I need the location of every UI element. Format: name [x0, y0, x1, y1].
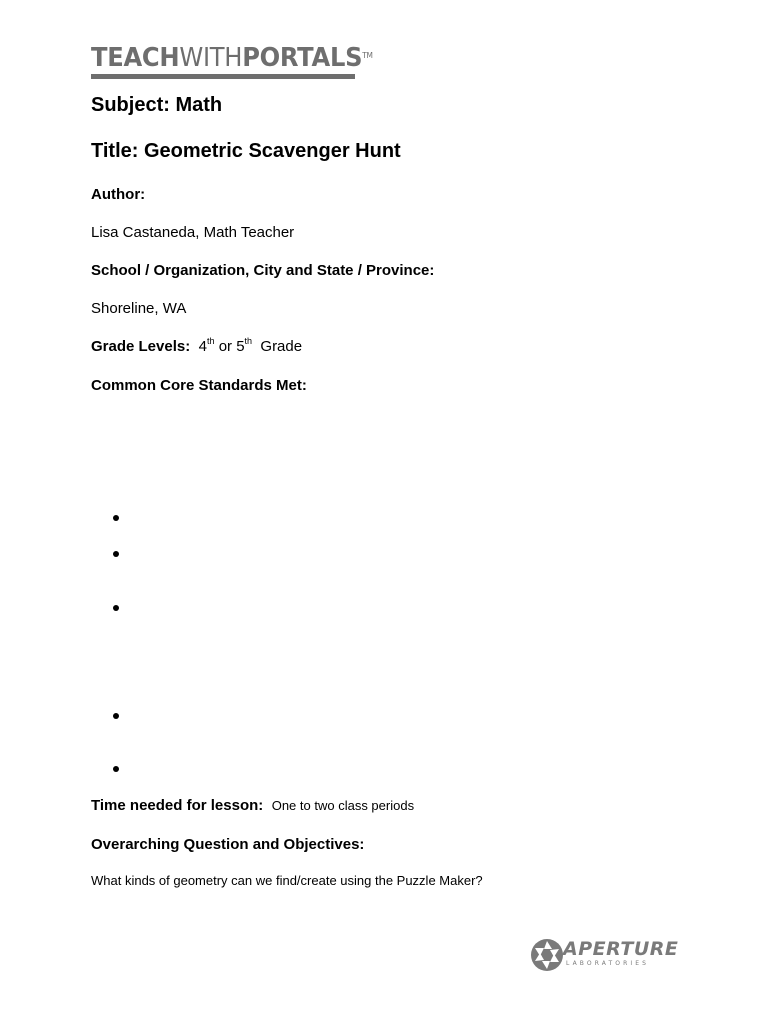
standards-bullet [113, 605, 119, 611]
grade-sup1: th [207, 336, 215, 346]
aperture-icon [530, 938, 564, 972]
standards-label: Common Core Standards Met: [91, 377, 307, 394]
author-label: Author: [91, 186, 146, 203]
logo-underline [91, 74, 355, 79]
subject-heading: Subject: Math [91, 94, 223, 116]
time-label: Time needed for lesson: [91, 797, 264, 814]
aperture-subtitle: LABORATORIES [566, 960, 650, 967]
grade-sup2: th [244, 336, 253, 346]
grade-levels [91, 338, 302, 356]
time-needed [91, 797, 414, 815]
grade-tail: Grade [252, 338, 303, 355]
logo-wordmark [91, 43, 373, 73]
aperture-wordmark: APERTURE [563, 938, 679, 960]
logo-teach: TEACH [91, 43, 180, 73]
school-value: Shoreline, WA [91, 300, 187, 317]
author-value: Lisa Castaneda, Math Teacher [91, 224, 295, 241]
grade-label: Grade Levels: [91, 338, 191, 355]
grade-num1: 4 [198, 338, 208, 355]
objectives-question: What kinds of geometry can we find/create using the Puzzle Maker? [91, 873, 483, 888]
logo-with: WITH [179, 43, 243, 73]
logo-trademark: TM [362, 51, 373, 60]
standards-bullet [113, 515, 119, 521]
logo-portals: PORTALS [242, 43, 363, 73]
aperture-logo [530, 936, 679, 974]
standards-bullet [113, 551, 119, 557]
school-label: School / Organization, City and State / Province: [91, 262, 435, 279]
grade-value [199, 338, 302, 355]
title-heading: Title: Geometric Scavenger Hunt [91, 140, 401, 162]
time-value: One to two class periods [271, 798, 415, 813]
standards-bullet [113, 766, 119, 772]
objectives-label: Overarching Question and Objectives: [91, 836, 365, 853]
grade-or: or 5 [214, 338, 245, 355]
standards-bullet [113, 713, 119, 719]
teachwithportals-logo [91, 43, 373, 79]
